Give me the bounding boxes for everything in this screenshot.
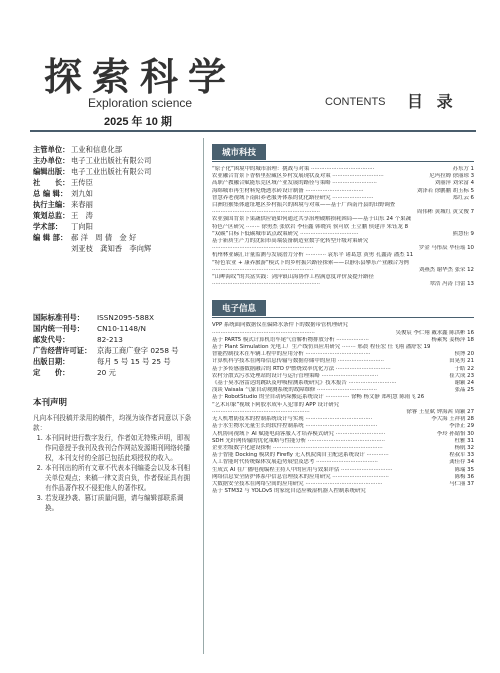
info-value: 京海工商广登字 0258 号: [97, 346, 179, 355]
toc-entry-title: 浅谈 Vaisala 气象自动观测系统的故障维修 ···································: [212, 387, 377, 394]
toc-entry-title: ···························································: [212, 266, 314, 273]
toc-entry-authors-page: 刘丽萍 刘荣富 4: [434, 180, 474, 187]
toc-entry[interactable]: [212, 231, 474, 238]
info-value: 丁向阳: [71, 222, 93, 231]
contents-heading-en: CONTENTS: [325, 96, 386, 108]
toc-entry[interactable]: [212, 173, 474, 180]
info-label: 国际标准刊号：: [33, 313, 85, 322]
info-value: 20 元: [97, 368, 116, 377]
toc-entry-title: 无人机增防技术的控制系统设计与实现 ·······································: [212, 416, 373, 423]
info-value: 82-213: [97, 335, 123, 344]
toc-entry[interactable]: [212, 209, 474, 216]
toc-entry-title: ·························································: [212, 408, 310, 415]
toc-entry-authors-page: 尼玛拉姆 徐丽琼 3: [429, 173, 474, 180]
info-row: [33, 334, 195, 345]
info-value: ISSN2095-588X: [97, 313, 155, 322]
toc-entry-title: 网络信息安全防护体系中信息管理技术的应用研究 ·································: [212, 473, 389, 480]
toc-entry[interactable]: [212, 416, 474, 423]
info-value: 王 涛: [71, 211, 93, 220]
toc-entry-authors-page: 苏东方 1: [452, 166, 474, 172]
toc-entry-title: “原子化”困境中的城市治理：挑战与对策 ·····································: [212, 166, 375, 172]
toc-entry[interactable]: [212, 188, 474, 195]
toc-entry-authors-page: 李泽正 29: [449, 423, 474, 430]
info-row: [33, 188, 195, 199]
info-label: 广告经营许可证：: [33, 346, 92, 355]
toc-entry-authors-page: 郑红云 6: [452, 194, 474, 201]
toc-entry-authors-page: 于皓 22: [454, 365, 474, 372]
toc-entry-authors-page: 熊慧佳 9: [452, 230, 474, 237]
toc-entry-title: 人机协同视域下 AI 赋能电商客服人才培养模式研究 ·····························: [212, 430, 386, 437]
toc-entry[interactable]: [212, 180, 474, 187]
toc-entry[interactable]: [212, 260, 474, 267]
notice-title: 本刊声明: [33, 398, 68, 408]
journal-logo: 探索科学: [44, 54, 237, 99]
toc-entry[interactable]: [212, 216, 474, 223]
masthead-info-column: [33, 144, 195, 513]
toc-entry[interactable]: [212, 224, 474, 231]
toc-entry-title: ·······························································: [212, 209, 320, 216]
toc-entry-title: “双碳”目标下低碳城市试点政策研究 ··································: [212, 230, 359, 237]
toc-entry-authors-page: 田晃男 21: [449, 358, 474, 365]
info-label: 执行主编：: [33, 200, 70, 209]
toc-entry-title: ····························································: [212, 329, 315, 336]
table-of-contents: [212, 140, 474, 495]
toc-entry-authors-page: 杨素隽 姜杨萍 18: [431, 336, 474, 343]
toc-entry-authors-page: 侯博 20: [454, 351, 474, 358]
toc-entry[interactable]: [212, 322, 474, 329]
info-label: 国内统一刊号：: [33, 324, 85, 333]
info-row: [33, 221, 195, 232]
toc-entry[interactable]: [212, 387, 474, 394]
toc-entry[interactable]: [212, 366, 474, 373]
info-value: 来春丽: [71, 200, 93, 209]
toc-entry-title: VPP 系统面向数据仪在偏降水条件下的数据带管机理研究: [212, 322, 348, 329]
info-label: 社 长：: [33, 178, 70, 187]
toc-entry-title: “山岬海纹”的共富实践：剑萍镇山海协作工程满意度评价及提升路径: [212, 274, 374, 281]
info-row: [33, 323, 195, 334]
info-row: [33, 345, 195, 356]
toc-entry[interactable]: [212, 474, 474, 481]
journal-english-title: Exploration science: [88, 96, 193, 110]
toc-entry-authors-page: 崔大成 23: [449, 372, 474, 379]
info-row: [33, 210, 195, 221]
info-value: 郝 洋 周 倩 金 好 刘亚枝 龚知香 李向辉: [71, 233, 152, 253]
toc-entry-authors-page: 李大海 王祥初 28: [431, 416, 474, 423]
toc-entry-authors-page: 刘燕杰 谢华杰 张荣 12: [418, 266, 474, 273]
toc-entry[interactable]: [212, 281, 474, 288]
info-label: 编辑出版：: [33, 167, 70, 176]
info-value: CN10-1148/N: [97, 324, 146, 333]
info-value: 工业和信息化部: [71, 145, 123, 154]
toc-entry-authors-page: 杨航 32: [454, 444, 474, 451]
toc-entry[interactable]: [212, 238, 474, 245]
toc-entry-authors-page: 周伟彬 黄城红 黄文俊 7: [416, 209, 474, 216]
toc-entry-title: 白洲垣猴集体遗址地区乡村振兴的困境与对策——基于广西南丹县的田野调查: [212, 202, 396, 209]
notice-intro: 凡向本刊投稿并录用的稿件，均视为该作者同意以下条款：: [33, 414, 192, 432]
toc-entry-title: 基于 STM32 与 YOLOv5 的家庭自适应吸湿机器人控制系统研究: [212, 488, 366, 495]
column-divider: [203, 138, 204, 654]
notice-item: 3. 若发现抄袭、篡订质量问题，请与编辑部联系调换。: [45, 493, 195, 513]
section-rule: [212, 161, 474, 162]
toc-entry[interactable]: [212, 358, 474, 365]
toc-entry-title: 基于新质生产力的沈阳市高端装备制造业数字化转型升级对策研究: [212, 238, 369, 245]
toc-entry-authors-page: 程叔军 33: [449, 452, 474, 459]
toc-entry-title: 智慧养老视域下南阳养老服务体系的优化路径研究 ························: [212, 194, 374, 201]
toc-entry[interactable]: [212, 402, 474, 409]
info-row: [33, 177, 195, 188]
notice-items: [33, 433, 195, 513]
info-value: 刘九如: [71, 189, 93, 198]
toc-entry[interactable]: [212, 351, 474, 358]
info-label: 策划总监：: [33, 211, 70, 220]
info-row: [33, 232, 195, 254]
info-row: [33, 312, 195, 323]
toc-entry-title: 高职产教融合赋能东莞区域产业发展的路径与策略 ··························: [212, 180, 377, 187]
section-rule: [212, 317, 474, 318]
toc-entry[interactable]: [212, 467, 474, 474]
info-row: [33, 367, 195, 378]
toc-entry-authors-page: 李玲 孙婧怡 30: [436, 430, 474, 437]
info-label: 总 编 辑：: [33, 189, 68, 198]
section-heading: 城市科技: [212, 144, 266, 160]
toc-entry-title: 计算机科学技术在网络信息传输与数据存储中的应用 ···························: [212, 358, 384, 365]
toc-entry-authors-page: 张晶 25: [454, 387, 474, 394]
toc-entry[interactable]: [212, 481, 474, 488]
toc-entry-authors-page: 陈瑞 35: [454, 466, 474, 473]
toc-entry-title: 基于 RobotStudio 的全自动码垛搬运系统设计 ·············· 徐畅 杨文静 郑明慧 陈雨飞 26: [212, 394, 425, 401]
info-row: [33, 144, 195, 155]
toc-entry-authors-page: 谢颖 24: [454, 380, 474, 387]
info-label: 出版日期：: [33, 357, 70, 366]
toc-entry[interactable]: [212, 409, 474, 416]
toc-entry-title: 企业差级数字化建设探析 ································································: [212, 444, 383, 451]
publication-info: [33, 312, 195, 378]
toc-entry[interactable]: [212, 380, 474, 387]
toc-entry[interactable]: [212, 373, 474, 380]
toc-entry-authors-page: 刘泽若 徐鹏鹏 胡玉标 5: [416, 187, 474, 194]
editorial-info: [33, 144, 195, 254]
info-row: [33, 155, 195, 166]
info-value: 王传臣: [71, 178, 93, 187]
toc-entry[interactable]: [212, 252, 474, 259]
info-label: 邮发代号：: [33, 335, 70, 344]
notice-item: 2. 本刊刊出的所有文章不代表本刊编委会以及本刊相关单位观点；来稿一律文责自负，作者保证具有拥有作品著作权不侵犯他人的著作权。: [45, 463, 195, 493]
toc-entry-title: 基于水生物水光量生长的软件控制系统 ··········································: [212, 423, 378, 430]
toc-entry-title: “特色农业 + 康养旅游”模式下的乡村振兴路径探索——以静乐县攀乐产业融合为例: [212, 259, 409, 266]
toc-entry-title: SDH 光纤网传输的优化策略与性能分析 ·············································: [212, 437, 386, 444]
toc-entry[interactable]: [212, 166, 474, 173]
contents-heading-cn: 目 录: [407, 92, 457, 111]
toc-entry[interactable]: [212, 459, 474, 466]
toc-entry-title: 基于 Plant Simulation 光电工厂生产线仿真应用研究 ········ 邢晨 程佳宏 任飞翔 潘舒宏 19: [212, 344, 431, 351]
toc-entry-authors-page: 吴俊宸 李仁翔 戴求鑫 陈洪彬 16: [395, 329, 474, 336]
toc-entry[interactable]: [212, 202, 474, 209]
toc-section: [212, 296, 474, 495]
toc-entry[interactable]: [212, 330, 474, 337]
toc-entry-authors-page: 杜雅 31: [454, 437, 474, 444]
info-row: [33, 166, 195, 177]
toc-entry[interactable]: [212, 423, 474, 430]
toc-entry-title: 农业强国背景下果蔬供应链如何通过共享治理破解损耗困局——基于山东 24 个果蔬: [212, 216, 411, 223]
toc-entry-title: 基于 PART5 模式计算机语车尾气管解析物排放分析 ···················: [212, 336, 369, 343]
toc-entry[interactable]: [212, 431, 474, 438]
issue-number: 2025 年 10 期: [104, 116, 172, 128]
toc-entry-title: “艺术印象”视域下阿胶水成年人犯罪的 APP 设计研究: [212, 401, 340, 408]
toc-entry-title: ···························································: [212, 245, 314, 252]
toc-entry-authors-page: 翠浩 冯涛 闫蕾 13: [429, 281, 474, 288]
toc-entry-authors-page: 陈梅 36: [454, 473, 474, 480]
toc-entry-title: 人工智能时代传统媒体发展趋势展望及思考 ····································: [212, 459, 378, 466]
info-value: 电子工业出版社有限公司: [71, 167, 152, 176]
toc-entry-authors-page: 徐睿 王星斌 钟海茜 周颖 27: [406, 408, 474, 415]
toc-entry[interactable]: [212, 438, 474, 445]
toc-entry-authors-page: 罗金 马彤辰 毕佳瑶 10: [418, 245, 474, 252]
info-label: 主管单位：: [33, 145, 70, 154]
section-heading: 电子信息: [212, 300, 266, 316]
notice-item: 1. 本刊同时进行数字发行，作者如无特殊声明，即视作同意授予我刊及我刊合作网站发源期刊网络转播权，本刊支付的全部已包括此项授权的收入。: [45, 433, 195, 463]
toc-entry-authors-page: 马仁丽 37: [449, 480, 474, 487]
info-value: 每月 5 号 15 号 25 号: [97, 357, 171, 366]
toc-entry[interactable]: [212, 245, 474, 252]
toc-entry[interactable]: [212, 344, 474, 351]
toc-entry[interactable]: [212, 195, 474, 202]
toc-entry-title: 农村分散式污水处理站的设计与运行管理策略 ·································: [212, 372, 379, 379]
toc-entry-title: 生成式 AI 在广播电视编程主持人中的应用与效果评估 ······························: [212, 466, 393, 473]
info-row: [33, 356, 195, 367]
toc-entry-title: 基于多传感器数据融合的 RTO 炉燃烧效率优化方法 ································: [212, 365, 391, 372]
toc-entry[interactable]: [212, 274, 474, 281]
info-row: [33, 199, 195, 210]
toc-entry-title: 海绵城市再生材料免烧透水砖设计制备 ··································: [212, 187, 364, 194]
toc-entry-title: 基于智能 Docking 模块的 Firefly 无人机院阅自主配送系统设计 ·············: [212, 452, 389, 459]
info-label: 学术部：: [33, 222, 63, 231]
info-label: 定 价：: [33, 368, 70, 377]
info-value: 电子工业出版社有限公司: [71, 156, 152, 165]
toc-entry-title: 农业融合背景下香格里拉藏区乡村发展现状及对策 ······························: [212, 173, 384, 180]
toc-entry[interactable]: [212, 337, 474, 344]
toc-entry-title: ·······························································: [212, 281, 320, 288]
header-divider: [30, 130, 476, 132]
toc-entry[interactable]: [212, 267, 474, 274]
toc-entry-title: 特色产区研究 ········ 徐勇杰 张欣岩 李佳鑫 韩晓宾 侯可欣 王立鹏 侯建洋 朱钰龙 8: [212, 223, 408, 230]
toc-entry-title: 智能控制技术在车辆工程中的应用分析 ······································: [212, 351, 371, 358]
info-label: 编 辑 部：: [33, 233, 68, 242]
toc-entry[interactable]: [212, 488, 474, 495]
toc-entry[interactable]: [212, 394, 474, 401]
toc-section: [212, 140, 474, 288]
toc-entry-authors-page: 龚佳存 34: [449, 459, 474, 466]
toc-entry-title: 大数据安全技术在网络空间的应用研究 ·············································: [212, 480, 383, 487]
toc-entry-title: 杭州林业碳汇计量监测与发展潜力分析 ············ 袁东平 诸葛慧 黄勇 孔鑫涛 潘杰 11: [212, 252, 414, 259]
toc-entry[interactable]: [212, 445, 474, 452]
toc-entry[interactable]: [212, 452, 474, 459]
toc-entry-title: 《基于臭水溶雷达的跳跃及呼吸检测系统研究》技术报告 ····························: [212, 380, 397, 387]
info-label: 主办单位：: [33, 156, 70, 165]
